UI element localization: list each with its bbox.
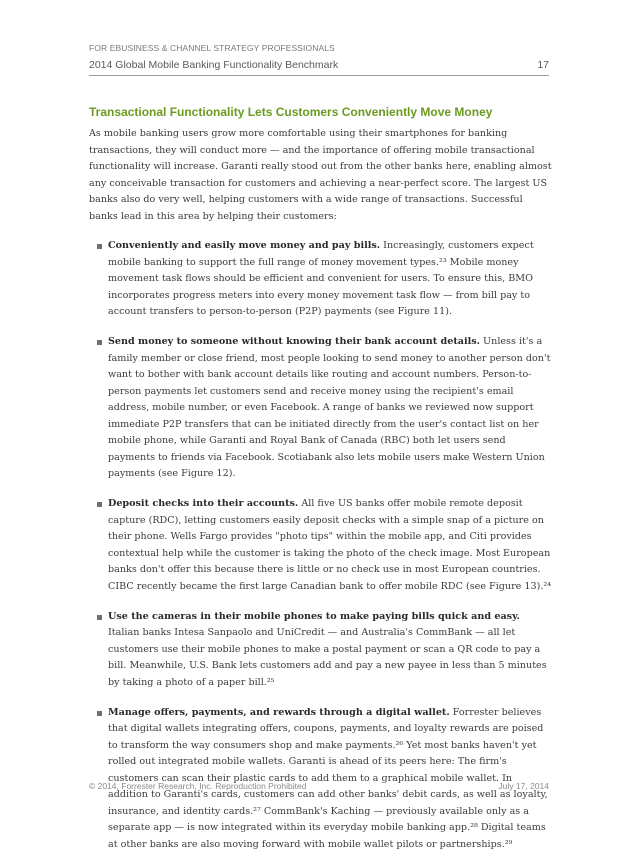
- section-body: [89, 126, 553, 867]
- bullet-text: Unless it's a family member or close friend, most people looking to send money to another person don't want to bother with bank account details like routing and account numbers. Person-to-person payments let customers send and receive money using the recipient's email address, mobile number, or even Facebook. A range of banks we reviewed now support immediate P2P transfers that can be initiated directly from the user's contact list on her mobile phone, while Garanti and Royal Bank of Canada (RBC) both let users send payments to friends via Facebook. Scotiabank also lets mobile users make Western Union payments (see Figure 12).: [108, 336, 551, 479]
- header-divider: [89, 75, 549, 76]
- bullet-item-deposit-checks: [89, 496, 553, 595]
- bullet-lead: Conveniently and easily move money and pay bills.: [108, 240, 381, 251]
- bullet-text: Italian banks Intesa Sanpaolo and UniCredit — and Australia's CommBank — all let customers use their mobile phones to make a postal payment or scan a QR code to pay a bill. Meanwhile, U.S. Bank lets customers add and pay a new payee in less than 5 minutes by taking a photo of a paper bill.²⁵: [108, 627, 547, 688]
- bullet-lead: Use the cameras in their mobile phones to make paying bills quick and easy.: [108, 610, 520, 622]
- intro-paragraph: As mobile banking users grow more comfortable using their smartphones for banking transactions, they will conduct more — and the importance of offering mobile transactional functionality will increase. Garanti really stood out from the other banks here, enabling almost any conceivable transaction for customers and achieving a near-perfect score. The largest US banks also do very well, helping customers with a wide range of transactions. Successful banks lead in this area by helping their customers:: [89, 128, 552, 222]
- square-bullet-icon: [97, 244, 102, 249]
- bullet-lead: Deposit checks into their accounts.: [108, 498, 299, 509]
- bullet-item-move-money: [89, 238, 553, 321]
- bullet-lead: Send money to someone without knowing their bank account details.: [108, 336, 480, 347]
- page-number: 17: [537, 59, 549, 71]
- square-bullet-icon: [97, 340, 102, 345]
- bullet-text: All five US banks offer mobile remote deposit capture (RDC), letting customers easily deposit checks with a simple snap of a picture on their phone. Wells Fargo provides "photo tips" within the mobile app, and Citi provides contextual help while the customer is taking the photo of the check image. Most European banks don't offer this because there is little or no check use in most European countries. CIBC recently became the first large Canadian bank to offer mobile RDC (see Figure 13).²⁴: [108, 498, 552, 592]
- report-title: 2014 Global Mobile Banking Functionality Benchmark: [89, 59, 339, 71]
- bullet-list: [89, 238, 553, 853]
- header-kicker: FOR EBUSINESS & CHANNEL STRATEGY PROFESSIONALS: [89, 43, 335, 53]
- bullet-item-camera-bills: [89, 609, 553, 692]
- square-bullet-icon: [97, 711, 102, 716]
- square-bullet-icon: [97, 615, 102, 620]
- bullet-lead: Manage offers, payments, and rewards through a digital wallet.: [108, 706, 450, 718]
- bullet-item-send-money: [89, 334, 553, 483]
- bullet-text: Increasingly, customers expect mobile banking to support the full range of money movement types.²³ Mobile money movement task flows should be efficient and convenient for users. To ensure this, BMO incorporates progress meters into every money movement task flow — from bill pay to account transfers to person-to-person (P2P) payments (see Figure 11).: [108, 240, 534, 317]
- footer-copyright: © 2014, Forrester Research, Inc. Reproduction Prohibited: [89, 781, 307, 791]
- bullet-text: Forrester believes that digital wallets integrating offers, coupons, payments, and loyalty rewards are poised to transform the way consumers shop and make payments.²⁶ Yet most banks haven't yet rolled out integrated mobile wallets. Garanti is ahead of its peers here: The firm's customers can scan their plastic cards to add them to a graphical mobile wallet. In addition to Garanti's cards, customers can add other banks' debit cards, as well as loyalty, insurance, and identity cards.²⁷ CommBank's Kaching — previously available only as a separate app — is now integrated within its everyday mobile banking app.²⁸ Digital teams at other banks are also moving forward with mobile wallet pilots or partnerships.²⁹: [108, 706, 548, 850]
- bullet-item-digital-wallet: [89, 705, 553, 854]
- section-heading: Transactional Functionality Lets Customers Conveniently Move Money: [89, 105, 493, 119]
- footer-date: July 17, 2014: [498, 781, 549, 791]
- square-bullet-icon: [97, 502, 102, 507]
